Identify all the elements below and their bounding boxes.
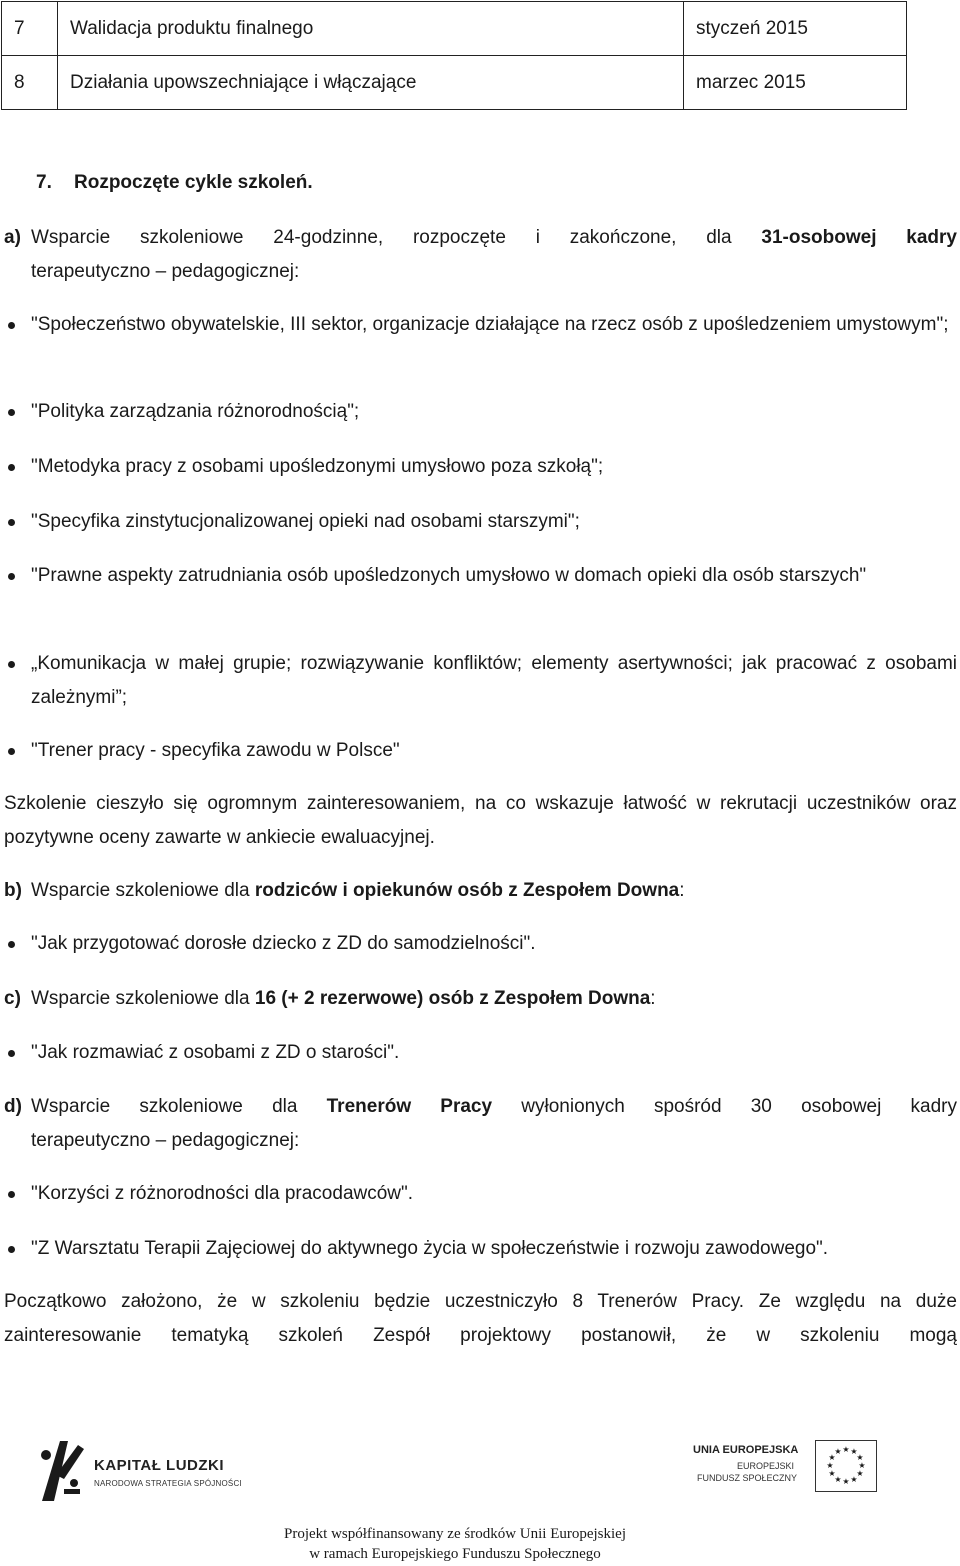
table-row [2,2,907,56]
list-item-text: "Trener pracy - specyfika zawodu w Polsce" [31,740,400,761]
list-item [4,450,957,484]
part-a-intro [4,221,957,255]
part-text: Wsparcie szkoleniowe 24-godzinne, rozpoczęte i zakończone, dla [31,227,732,248]
kapital-ludzki-logo [34,1435,244,1505]
logo-title: KAPITAŁ LUDZKI [94,1457,225,1474]
eu-logo [693,1440,883,1500]
part-label: a) [4,227,21,248]
part-label: b) [4,880,22,901]
part-text-bold: rodziców i opiekunów osób z Zespołem Downa [254,880,680,901]
schedule-table [1,1,907,110]
part-text-bold: Trenerów Pracy [326,1096,493,1117]
list-item-text: "Polityka zarządzania różnorodnością"; [31,401,360,422]
row-number: 8 [2,56,58,110]
list-item [4,647,957,715]
list-item-text: "Jak przygotować dorosłe dziecko z ZD do samodzielności". [31,933,536,954]
list-item-text: "Jak rozmawiać z osobami z ZD o starości". [31,1042,400,1063]
bullet-icon [8,941,15,948]
bullet-icon [8,464,15,471]
closing-paragraph-line: zainteresowanie tematyką szkoleń Zespół projektowy postanowił, że w szkoleniu mogą [4,1325,957,1346]
svg-text:★: ★ [834,1475,842,1484]
logo-line: FUNDUSZ SPOŁECZNY [697,1473,798,1483]
list-item [4,559,957,593]
list-item [4,308,957,342]
part-text: Wsparcie szkoleniowe dla [31,988,250,1009]
list-item-text: "Korzyści z różnorodności dla pracodawców". [31,1183,414,1204]
bullet-icon [8,748,15,755]
list-item [4,505,957,539]
bullet-icon [8,573,15,580]
logo-line: UNIA EUROPEJSKA [693,1444,799,1456]
svg-text:★: ★ [850,1447,858,1456]
logo-line: EUROPEJSKI [737,1461,795,1471]
part-text: : [679,880,685,901]
part-text: terapeutyczno – pedagogicznej: [31,261,300,282]
table-row [2,56,907,110]
row-task-name: Walidacja produktu finalnego [58,2,684,56]
footer-line: Projekt współfinansowany ze środków Unii Europejskiej [283,1526,627,1542]
svg-text:★: ★ [842,1445,850,1454]
row-number: 7 [2,2,58,56]
list-item-text: "Metodyka pracy z osobami upośledzonymi umysłowo poza szkołą"; [31,456,604,477]
svg-text:★: ★ [826,1461,834,1470]
svg-text:★: ★ [834,1447,842,1456]
list-item-text: "Prawne aspekty zatrudniania osób upośledzonych umysłowo w domach opieki dla osób starszych" [31,565,867,586]
part-a-intro-cont [4,255,957,289]
bullet-icon [8,1050,15,1057]
bullet-icon [8,661,15,668]
logo-subtitle: NARODOWA STRATEGIA SPÓJNOŚCI [94,1479,242,1488]
part-text-bold: 16 (+ 2 rezerwowe) osób z Zespołem Downa [254,988,651,1009]
bullet-icon [8,1246,15,1253]
svg-text:★: ★ [850,1475,858,1484]
list-item [4,734,957,768]
list-item-text: „Komunikacja w małej grupie; rozwiązywanie konfliktów; elementy asertywności; jak pracować z osobami zależnymi”; [31,653,957,708]
part-text: terapeutyczno – pedagogicznej: [31,1130,300,1151]
kapital-ludzki-emblem-icon [34,1435,86,1505]
list-item [4,927,957,961]
part-text: : [650,988,656,1009]
list-item [4,1232,957,1266]
svg-text:★: ★ [858,1461,866,1470]
part-c-intro [4,982,957,1016]
row-date: marzec 2015 [684,56,907,110]
list-item-text: "Społeczeństwo obywatelskie, III sektor, organizacje działające na rzecz osób z upośledzeniem umystowym"; [31,314,949,335]
list-item-text: "Specyfika zinstytucjonalizowanej opieki nad osobami starszymi"; [31,511,580,532]
list-item [4,1036,957,1070]
section-heading [36,172,313,194]
summary-paragraph: Szkolenie cieszyło się ogromnym zainteresowaniem, na co wskazuje łatwość w rekrutacji uczestników oraz pozytywne oceny zawarte w ankiecie ewaluacyjnej. [4,793,957,848]
bullet-icon [8,322,15,329]
svg-text:★: ★ [856,1453,864,1462]
part-text-bold: 31-osobowej kadry [761,227,957,248]
bullet-icon [8,409,15,416]
section-title: Rozpoczęte cykle szkoleń. [74,172,313,193]
part-b-intro [4,874,957,908]
part-d-intro-cont [4,1124,957,1158]
part-label: d) [4,1096,22,1117]
section-number: 7. [36,172,52,193]
part-d-intro [4,1090,957,1124]
row-date: styczeń 2015 [684,2,907,56]
list-item [4,395,957,429]
part-text: wyłonionych spośród 30 osobowej kadry [521,1096,957,1117]
row-task-name: Działania upowszechniające i włączające [58,56,684,110]
svg-text:★: ★ [828,1453,836,1462]
bullet-icon [8,519,15,526]
footer-line: w ramach Europejskiego Funduszu Społecznego [309,1546,601,1562]
list-item [4,1177,957,1211]
part-label: c) [4,988,21,1009]
closing-paragraph-line: Początkowo założono, że w szkoleniu będzie uczestniczyło 8 Trenerów Pracy. Ze względu na duże [4,1291,957,1312]
svg-text:★: ★ [856,1469,864,1478]
bullet-icon [8,1191,15,1198]
svg-text:★: ★ [828,1469,836,1478]
list-item-text: "Z Warsztatu Terapii Zajęciowej do aktywnego życia w społeczeństwie i rozwoju zawodowego". [31,1238,829,1259]
part-text: Wsparcie szkoleniowe dla [31,880,250,901]
svg-text:★: ★ [842,1477,850,1486]
part-text: Wsparcie szkoleniowe dla [31,1096,298,1117]
eu-flag-icon [815,1440,877,1492]
